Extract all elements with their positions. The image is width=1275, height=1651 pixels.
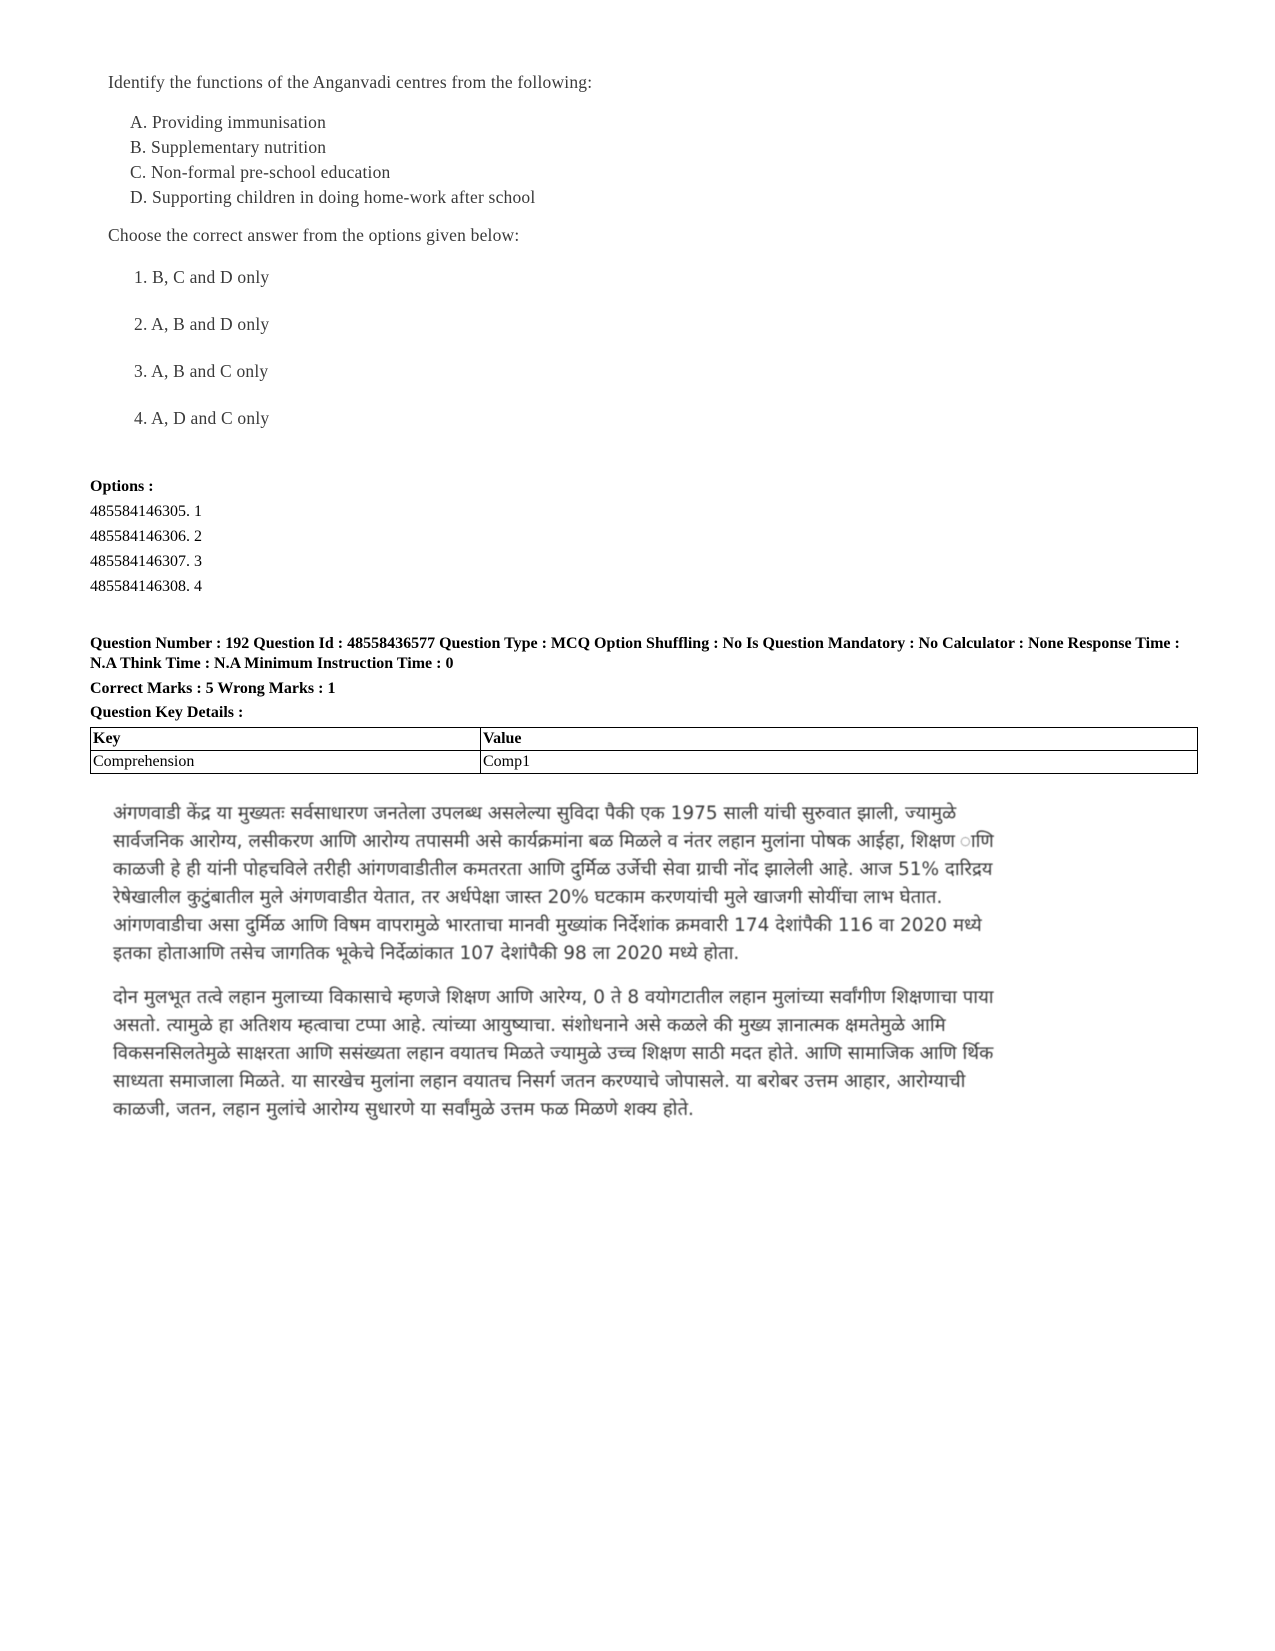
answer-choice-3: 3. A, B and C only xyxy=(134,361,269,381)
cell-key: Comprehension xyxy=(91,751,481,774)
answer-choice-1: 1. B, C and D only xyxy=(134,267,270,287)
marks-line: Correct Marks : 5 Wrong Marks : 1 xyxy=(90,680,336,697)
answer-choice-2: 2. A, B and D only xyxy=(134,314,270,334)
answer-choice-4: 4. A, D and C only xyxy=(134,408,270,428)
statement-d: D. Supporting children in doing home-work after school xyxy=(130,187,536,207)
question-image xyxy=(108,72,628,452)
header-key: Key xyxy=(91,728,481,751)
options-title: Options : xyxy=(90,478,154,495)
comprehension-passage xyxy=(113,800,1023,1140)
option-item: 485584146307. 3 xyxy=(90,553,202,570)
statement-a: A. Providing immunisation xyxy=(130,112,327,132)
table-row xyxy=(91,751,1198,774)
passage-paragraph-2: दोन मुलभूत तत्वे लहान मुलाच्या विकासाचे म्हणजे शिक्षण आणि आरेग्य, 0 ते 8 वयोगटातील लहान मुलांच्या सर्वांगीण शिक्षणाचा पाया असतो. त्यामुळे हा अतिशय म्हत्वाचा टप्पा आहे. त्यांच्या आयुष्याचा. संशोधनाने असे कळले की मुख्य ज्ञानात्मक क्षमतेमुळे आमि विकसनसिलतेमुळे साक्षरता आणि ससंख्यता लहान वयातच मिळते ज्यामुळे उच्च शिक्षण साठी मदत होते. आणि सामाजिक आणि र्थिक साध्यता समाजाला मिळते. या सारखेच मुलांना लहान वयातच निसर्ग जतन करण्याचे जोपासले. या बरोबर उत्तम आहार, आरोग्याची काळजी, जतन, लहान मुलांचे आरोग्य सुधारणे या सर्वांमुळे उत्तम फळ मिळणे शक्य होते. xyxy=(113,987,994,1120)
key-details-table xyxy=(90,727,1198,774)
option-item: 485584146308. 4 xyxy=(90,578,202,595)
cell-value: Comp1 xyxy=(481,751,1198,774)
statement-b: B. Supplementary nutrition xyxy=(130,137,327,157)
options-section xyxy=(90,474,202,599)
option-item: 485584146305. 1 xyxy=(90,503,202,520)
question-details: Question Number : 192 Question Id : 48558436577 Question Type : MCQ Option Shuffling : No Is Question Mandatory : No Calculator : None Response Time : N.A Think Time : N.A Minimum Instruction Time : 0 xyxy=(90,635,1180,672)
question-stem: Identify the functions of the Anganvadi centres from the following: xyxy=(108,72,593,92)
question-instruction: Choose the correct answer from the options given below: xyxy=(108,225,520,245)
key-details-label: Question Key Details : xyxy=(90,704,244,721)
table-header-row xyxy=(91,728,1198,751)
question-meta xyxy=(90,634,1200,723)
passage-paragraph-1: अंगणवाडी केंद्र या मुख्यतः सर्वसाधारण जनतेला उपलब्ध असलेल्या सुविदा पैकी एक 1975 साली यांची सुरुवात झाली, ज्यामुळे सार्वजनिक आरोग्य, लसीकरण आणि आरोग्य तपासमी असे कार्यक्रमांना बळ मिळले व नंतर लहान मुलांना पोषक आईहा, शिक्षण ाणि काळजी हे ही यांनी पोहचविले तरीही आंगणवाडीतील कमतरता आणि दुर्मिळ उर्जेची सेवा ग्राची नोंद झालेली आहे. आज 51% दारिद्रय रेषेखालील कुटुंबातील मुले अंगणवाडीत येतात, तर अर्धपेक्षा जास्त 20% घटकाम करणयांची मुले खाजगी सोयींचा लाभ घेतात. आंगणवाडीचा असा दुर्मिळ आणि विषम वापरामुळे भारताचा मानवी मुख्यांक निर्देशांक क्रमवारी 174 देशांपैकी 116 वा 2020 मध्ये इतका होताआणि तसेच जागतिक भूकेचे निर्देळांकात 107 देशांपैकी 98 ला 2020 मध्ये होता. xyxy=(113,803,994,964)
statement-c: C. Non-formal pre-school education xyxy=(130,162,391,182)
header-value: Value xyxy=(481,728,1198,751)
option-item: 485584146306. 2 xyxy=(90,528,202,545)
